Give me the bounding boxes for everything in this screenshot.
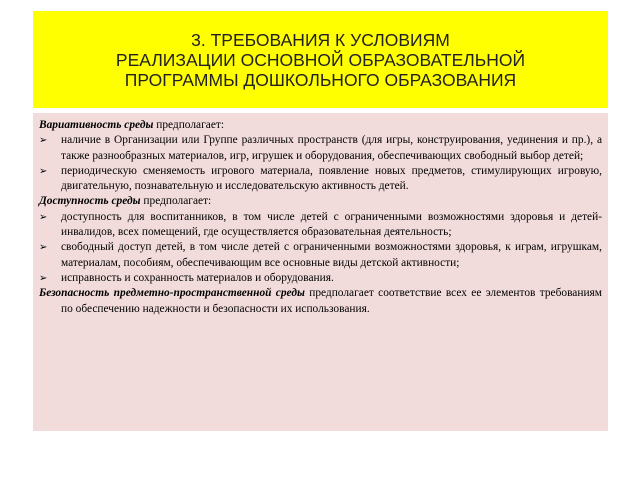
accessibility-lead: Доступность среды: [39, 195, 141, 208]
list-item-text: свободный доступ детей, в том числе детей с ограниченными возможностями здоровья, к играм, игрушкам, материалам, пособиям, обеспечивающим все основные виды детской активности;: [61, 241, 602, 269]
arrowhead-bullet-icon: ➢: [39, 272, 48, 284]
list-item-text: доступность для воспитанников, в том числе детей с ограниченными возможностями здоровья и детей-инвалидов, всех помещений, где осуществляется образовательная деятельность;: [61, 210, 602, 239]
title-line-3: ПРОГРАММЫ ДОШКОЛЬНОГО ОБРАЗОВАНИЯ: [124, 69, 517, 90]
title-line-2: РЕАЛИЗАЦИИ ОСНОВНОЙ ОБРАЗОВАТЕЛЬНОЙ: [115, 49, 526, 70]
list-item-text: исправность и сохранность материалов и оборудования.: [61, 271, 334, 284]
variability-rest: предполагает:: [153, 119, 225, 131]
variability-lead: Вариативность среды: [39, 119, 154, 131]
title-line-1: 3. ТРЕБОВАНИЯ К УСЛОВИЯМ: [191, 29, 450, 50]
list-item: [39, 210, 602, 241]
accessibility-heading: [39, 194, 602, 209]
list-item: [39, 271, 602, 286]
list-item-text: периодическую сменяемость игрового материала, появление новых предметов, стимулирующих игровую, двигательную, познавательную и исследовательскую активность детей.: [61, 164, 602, 193]
safety-rest: предполагает соответствие всех ее элементов требованиям по обеспечению надежности и безопасности их использования.: [61, 287, 602, 315]
slide-title: [33, 11, 608, 108]
arrowhead-bullet-icon: ➢: [39, 165, 48, 177]
arrowhead-bullet-icon: ➢: [39, 242, 48, 254]
arrowhead-bullet-icon: ➢: [39, 211, 48, 223]
arrowhead-bullet-icon: ➢: [39, 135, 48, 147]
slide-content: [33, 113, 608, 431]
variability-heading: [39, 118, 602, 133]
list-item: [39, 240, 602, 271]
list-item-text: наличие в Организации или Группе различных пространств (для игры, конструирования, уединения и пр.), а также разнообразных материалов, игр, игрушек и оборудования, обеспечивающих свободный выбор детей;: [61, 134, 602, 162]
list-item: [39, 133, 602, 164]
safety-paragraph: [39, 286, 602, 317]
safety-lead: Безопасность предметно-пространственной среды: [39, 287, 305, 300]
accessibility-rest: предполагает:: [140, 195, 212, 208]
list-item: [39, 164, 602, 195]
